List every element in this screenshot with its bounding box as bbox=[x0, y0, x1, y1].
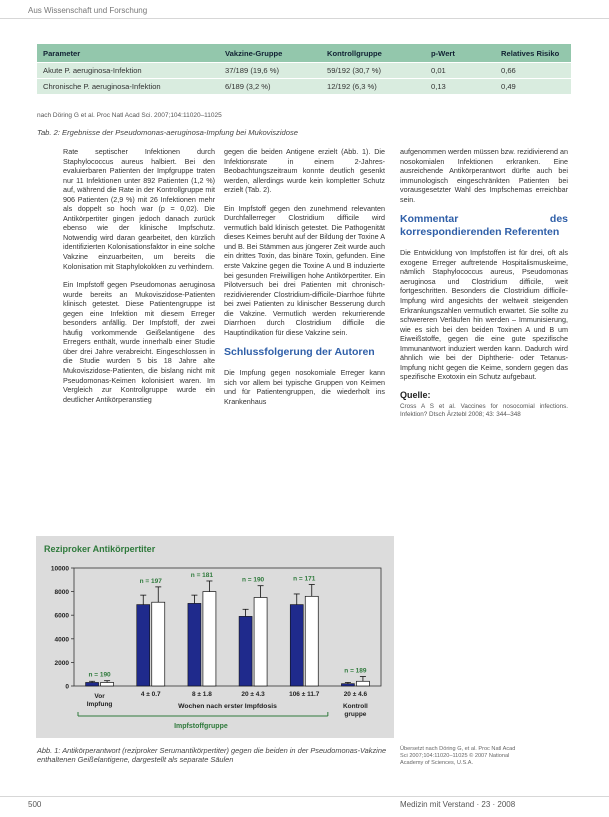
table-row bbox=[37, 63, 571, 79]
y-tick-label: 8000 bbox=[54, 589, 69, 597]
running-header: Aus Wissenschaft und Forschung bbox=[28, 6, 148, 15]
vaccine-group-label: Impfstoffgruppe bbox=[174, 723, 228, 730]
page-number: 500 bbox=[28, 800, 42, 809]
bar-open bbox=[254, 598, 267, 687]
x-tick-label: 8 ± 1.8 bbox=[191, 691, 212, 698]
antibody-chart bbox=[36, 536, 394, 738]
y-tick-label: 0 bbox=[65, 683, 69, 691]
table-cell: 12/192 (6,3 %) bbox=[321, 79, 425, 95]
group-label: Kontroll bbox=[342, 703, 368, 710]
y-tick-label: 10000 bbox=[50, 565, 69, 573]
plot-area bbox=[74, 568, 381, 686]
y-tick-label: 2000 bbox=[54, 659, 69, 667]
x-axis-label: Wochen nach erster Impfdosis bbox=[178, 703, 277, 710]
x-tick-label: 20 ± 4.6 bbox=[343, 691, 368, 698]
table-cell: 0,49 bbox=[495, 79, 571, 95]
table-row bbox=[37, 79, 571, 95]
table-cell: 0,13 bbox=[425, 79, 495, 95]
x-tick-label: 106 ± 11.7 bbox=[289, 691, 320, 698]
table-cell: 0,66 bbox=[495, 63, 571, 79]
bar-open bbox=[101, 682, 114, 686]
n-label: n = 189 bbox=[344, 667, 367, 675]
n-label: n = 190 bbox=[241, 576, 265, 584]
table-cell: Akute P. aeruginosa-Infektion bbox=[37, 63, 219, 79]
chart-title: Reziproker Antikörpertiter bbox=[44, 544, 156, 554]
table-header-cell: Kontrollgruppe bbox=[321, 44, 425, 63]
paragraph: Ein Impfstoff gegen Pseudomonas aeruginosa wurde bereits an Mukoviszidose-Patienten klinisch getestet. Diese Patientengruppe ist gegen eine Infektion mit diesem Erreger besonders anfällig. Der Impfstoff, der zwei häufig vorkommende Geißelantigene des Erregers enthält, wurde innerhalb einer Studie über drei Jahre verabreicht. Eingeschlossen in die Studie wurden 5 bis 18 Jahre alte Mukoviszidose-Patienten, die bislang nicht mit Pseudomonas-Keimen kolonisiert waren. Im Vergleich zur Kontrollgruppe wurde ein deutlicher Antikörperanstieg bbox=[63, 280, 215, 404]
bar-vaccine bbox=[86, 682, 99, 686]
figure-caption: Abb. 1: Antikörperantwort (reziproker Serumantikörpertiter) gegen die beiden in der Pseudomonas-Vakzine enthaltenen Geißelantigene, dargestellt als separate Säulen bbox=[37, 746, 387, 765]
table-header-cell: Vakzine-Gruppe bbox=[219, 44, 321, 63]
paragraph: Ein Impfstoff gegen den zunehmend relevanten Durchfallerreger Clostridium difficile wird vermutlich bald klinisch getestet. Die Pathogenität dieses Keimes beruht auf der Bildung der Toxine A und B. Bei Stämmen aus jüngerer Zeit wurde auch ein drittes Toxin, das binäre Toxin, gefunden. Eine erste Vakzine gegen die Toxine A und B induzierte bei gesunden Freiwilligen hohe Antikörpertiter. Ein Pilotversuch bei drei Patienten mit chronisch-rezidivierender Clostridium-difficile-Diarrhoe führte bei zwei Patienten zu klinischer Besserung durch die Vakzine. Vermutlich werden rekurrierende Diarrhoen durch Clostridium difficile die Hauptindikation für diese Vakzine sein. bbox=[224, 203, 386, 337]
bar-open bbox=[152, 602, 165, 686]
paragraph: gegen die beiden Antigene erzielt (Abb. 1). Die Infektionsrate in einem 2-Jahres-Beobachtungszeitraum konnte deutlich gesenkt werden, allerdings wurde kein kompletter Schutz erzielt (Tab. 2). bbox=[224, 147, 385, 195]
y-tick-label: 6000 bbox=[54, 612, 69, 620]
n-label: n = 171 bbox=[293, 575, 316, 583]
figure-credit: Übersetzt nach Döring G, et al. Proc Natl Acad Sci 2007;104:11020–11025 © 2007 National Academy of Sciences, U.S.A. bbox=[400, 746, 516, 766]
n-label: n = 197 bbox=[139, 577, 162, 585]
journal-name: Medizin mit Verstand · 23 · 2008 bbox=[400, 800, 516, 809]
header-rule bbox=[0, 18, 609, 19]
section-heading: Schlussfolgerung der Autoren bbox=[224, 346, 375, 359]
reference-heading: Quelle: bbox=[400, 389, 431, 400]
bar-open bbox=[356, 681, 369, 686]
text-column-3 bbox=[400, 147, 568, 428]
x-tick-label: 4 ± 0.7 bbox=[140, 691, 161, 698]
table-cell: Chronische P. aeruginosa-Infektion bbox=[37, 79, 219, 95]
footer-rule bbox=[0, 796, 609, 797]
group-label: gruppe bbox=[344, 711, 367, 718]
group-label: Vor bbox=[94, 693, 105, 700]
table-header-cell: Parameter bbox=[37, 44, 219, 63]
table-header-cell: p-Wert bbox=[425, 44, 495, 63]
text-column-1 bbox=[63, 147, 215, 413]
table-cell: 59/192 (30,7 %) bbox=[321, 63, 425, 79]
reference-text: Cross A S et al. Vaccines for nosocomial infections. Infektion? Dtsch Ärztebl 2008; 43: 344–348 bbox=[400, 403, 568, 419]
paragraph: Die Entwicklung von Impfstoffen ist für drei, oft als exogene Erreger auftretende Hospitalismuskeime, nämlich Staphylococcus aureus, Pseudomonas aeruginosa und Clostridium difficile, weit fortgeschritten. Besonders die Clostridium difficile-Impfung wird angesichts der weltweit steigenden Erkrankungszahlen vermutlich erwartet. Sie sollte zu schwereren Verläufen hin werden – Immunisierung, wie es sich bei den beiden Toxinen A und B um Eiweißstoffe, gegen die eine gute spezifische Immunantwort induziert werden kann. Dadurch wird ähnlich wie bei der Diphtherie- oder Tetanus-Impfung nicht gegen die Keime, sondern gegen das spezifische Exotoxin ein Schutz aufgebaut. bbox=[400, 248, 568, 382]
paragraph: aufgenommen werden müssen bzw. rezidivierend an nosokomialen Infektionen erkranken. Eine ausreichende Antikörperantwort dürfte auch bei immunologisch eingeschränkten Patienten bei vorausgesetzter Wahl des Impfschemas erreichbar sein. bbox=[400, 147, 568, 204]
bar-vaccine bbox=[239, 616, 252, 686]
results-table bbox=[37, 44, 571, 94]
x-tick-label: 20 ± 4.3 bbox=[241, 691, 265, 698]
chart-svg bbox=[36, 536, 394, 738]
group-label: Impfung bbox=[86, 701, 113, 708]
bar-open bbox=[305, 596, 318, 686]
bar-open bbox=[203, 592, 216, 686]
bar-vaccine bbox=[341, 684, 354, 686]
bar-vaccine bbox=[137, 605, 150, 686]
table-cell: 37/189 (19,6 %) bbox=[219, 63, 321, 79]
bar-vaccine bbox=[188, 603, 201, 686]
table-cell: 0,01 bbox=[425, 63, 495, 79]
text-column-2 bbox=[224, 147, 385, 416]
paragraph: Die Impfung gegen nosokomiale Erreger kann sich vor allem bei typische Gruppen von Keimen und für Patientengruppen, die wiederholt ins Krankenhaus bbox=[224, 368, 385, 407]
table-header-row bbox=[37, 44, 571, 63]
table-source: nach Döring G et al. Proc Natl Acad Sci. 2007;104:11020–11025 bbox=[37, 112, 222, 119]
bar-vaccine bbox=[290, 605, 303, 686]
table-caption: Tab. 2: Ergebnisse der Pseudomonas-aeruginosa-Impfung bei Mukoviszidose bbox=[37, 128, 299, 137]
table-cell: 6/189 (3,2 %) bbox=[219, 79, 321, 95]
section-heading: Kommentar des korrespondierenden Referenten bbox=[400, 213, 568, 239]
table-header-cell: Relatives Risiko bbox=[495, 44, 571, 63]
n-label: n = 181 bbox=[190, 571, 214, 579]
y-tick-label: 4000 bbox=[54, 636, 69, 644]
paragraph: Rate septischer Infektionen durch Staphylococcus aureus halbiert. Bei den evaluierbaren Patienten der Impfgruppe traten nur 11 Infektionen unter 892 Patienten (1,2 %) auf, während die Rate in der Kontrollgruppe mit 906 Patienten (2,9 %) mit 26 Infektionen mehr als doppelt so hoch war (p = 0,02). Die Antikörpertiter gingen jedoch danach zurück ebenso wie der klinische Impfschutz. Notwendig wird daran gearbeitet, den kürzlich identifizierten Kolonisationsfaktor in eine solche Vakzine einzuarbeiten, um bereits die Kolonisation mit Staphylokokken zu verhindern. bbox=[63, 147, 215, 271]
n-label: n = 190 bbox=[88, 671, 111, 679]
